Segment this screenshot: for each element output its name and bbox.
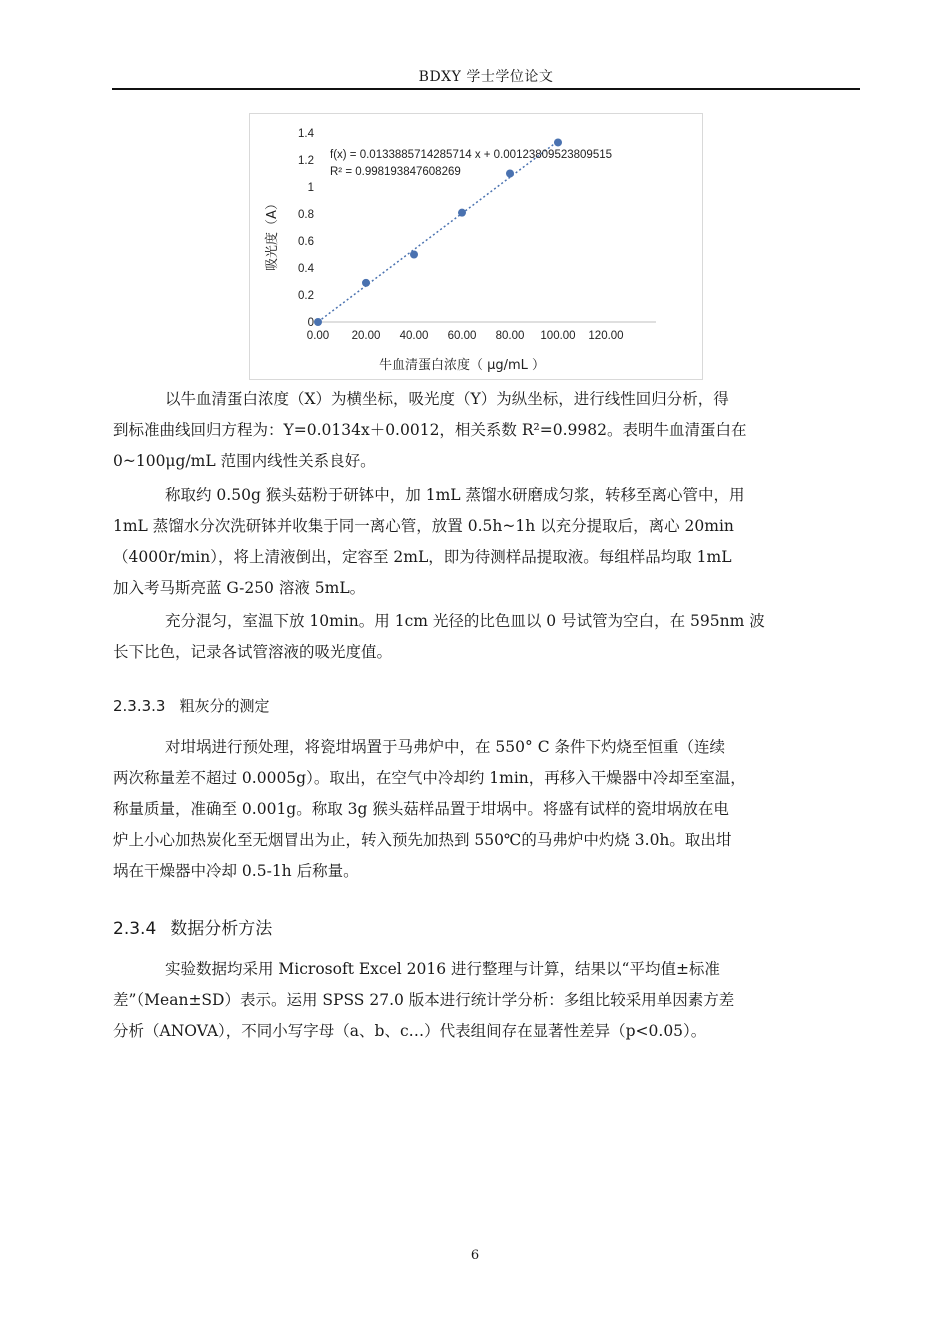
paragraph-line: 0~100μg/mL 范围内线性关系良好。 bbox=[113, 452, 376, 470]
standard-curve-chart bbox=[249, 113, 703, 380]
paragraph-line: 长下比色，记录各试管溶液的吸光度值。 bbox=[113, 643, 393, 661]
paragraph-regression bbox=[113, 384, 861, 477]
y-tick-label: 0 bbox=[307, 317, 314, 329]
running-header: BDXY 学士学位论文 bbox=[418, 69, 554, 85]
section-title: 数据分析方法 bbox=[170, 919, 273, 939]
paragraph-data-analysis bbox=[113, 954, 861, 1047]
paragraph-line: 埚在干燥器中冷却 0.5-1h 后称量。 bbox=[113, 862, 359, 880]
paragraph-measurement bbox=[113, 606, 861, 668]
data-point bbox=[362, 279, 370, 287]
y-tick-label: 0.6 bbox=[298, 236, 314, 248]
page-number: 6 bbox=[470, 1248, 480, 1263]
paragraph-line: 加入考马斯亮蓝 G-250 溶液 5mL。 bbox=[113, 579, 366, 597]
paragraph-line: 1mL 蒸馏水分次洗研钵并收集于同一离心管，放置 0.5h~1h 以充分提取后，离心 20min bbox=[113, 517, 734, 535]
section-title: 粗灰分的测定 bbox=[179, 697, 270, 715]
paragraph-line: 称取约 0.50g 猴头菇粉于研钵中，加 1mL 蒸馏水研磨成匀浆，转移至离心管中，用 bbox=[165, 486, 745, 504]
section-heading-2-3-4 bbox=[113, 914, 272, 939]
data-point bbox=[554, 138, 562, 146]
paragraph-line: 两次称量差不超过 0.0005g）。取出，在空气中冷却约 1min，再移入干燥器中冷却至室温， bbox=[113, 769, 746, 787]
y-tick-label: 0.2 bbox=[298, 290, 314, 302]
x-tick-label: 0.00 bbox=[306, 330, 330, 342]
x-tick-label: 120.00 bbox=[588, 330, 624, 342]
paragraph-ash bbox=[113, 732, 861, 887]
x-tick-label: 40.00 bbox=[399, 330, 429, 342]
x-tick-label: 20.00 bbox=[351, 330, 381, 342]
x-tick-label: 60.00 bbox=[447, 330, 477, 342]
x-axis-title: 牛血清蛋白浓度（ μg/mL ） bbox=[378, 358, 546, 373]
paragraph-line: 对坩埚进行预处理，将瓷坩埚置于马弗炉中，在 550° C 条件下灼烧至恒重（连续 bbox=[165, 738, 725, 756]
section-heading-2-3-3-3 bbox=[113, 695, 270, 716]
data-point bbox=[314, 318, 322, 326]
paragraph-line: 到标准曲线回归方程为：Y=0.0134x＋0.0012，相关系数 R²=0.9982。表明牛血清蛋白在 bbox=[113, 421, 747, 439]
paragraph-line: 实验数据均采用 Microsoft Excel 2016 进行整理与计算，结果以“平均值±标准 bbox=[165, 960, 720, 978]
section-number: 2.3.3.3 bbox=[113, 697, 166, 715]
data-point bbox=[506, 170, 514, 178]
paragraph-line: 以牛血清蛋白浓度（X）为横坐标，吸光度（Y）为纵坐标，进行线性回归分析，得 bbox=[165, 390, 729, 408]
regression-equation: f(x) = 0.0133885714285714 x + 0.00123809523809515 bbox=[330, 149, 613, 161]
y-axis-title: 吸光度（A） bbox=[265, 197, 280, 271]
y-tick-label: 1 bbox=[307, 182, 314, 194]
paragraph-line: 炉上小心加热炭化至无烟冒出为止，转入预先加热到 550℃的马弗炉中灼烧 3.0h。取出坩 bbox=[113, 831, 732, 849]
paragraph-line: 充分混匀，室温下放 10min。用 1cm 光径的比色皿以 0 号试管为空白，在 595nm 波 bbox=[165, 612, 765, 630]
r-squared-label: R² = 0.998193847608269 bbox=[330, 166, 461, 178]
paragraph-line: 分析（ANOVA），不同小写字母（a、b、c…）代表组间存在显著性差异（p<0.05）。 bbox=[113, 1022, 707, 1040]
y-tick-label: 0.4 bbox=[298, 263, 314, 275]
paragraph-line: 称量质量，准确至 0.001g。称取 3g 猴头菇样品置于坩埚中。将盛有试样的瓷坩埚放在电 bbox=[113, 800, 729, 818]
chart-svg bbox=[250, 114, 702, 379]
y-tick-label: 1.2 bbox=[298, 155, 314, 167]
paragraph-line: 差”（Mean±SD）表示。运用 SPSS 27.0 版本进行统计学分析：多组比较采用单因素方差 bbox=[113, 991, 735, 1009]
x-tick-label: 100.00 bbox=[540, 330, 576, 342]
paragraph-line: （4000r/min），将上清液倒出，定容至 2mL，即为待测样品提取液。每组样品均取 1mL bbox=[113, 548, 732, 566]
x-tick-label: 80.00 bbox=[495, 330, 525, 342]
y-tick-label: 1.4 bbox=[298, 128, 314, 140]
data-point bbox=[410, 251, 418, 259]
paragraph-sample-prep bbox=[113, 480, 861, 604]
header-rule bbox=[112, 88, 860, 90]
y-tick-label: 0.8 bbox=[298, 209, 314, 221]
section-number: 2.3.4 bbox=[113, 919, 157, 939]
data-point bbox=[458, 209, 466, 217]
